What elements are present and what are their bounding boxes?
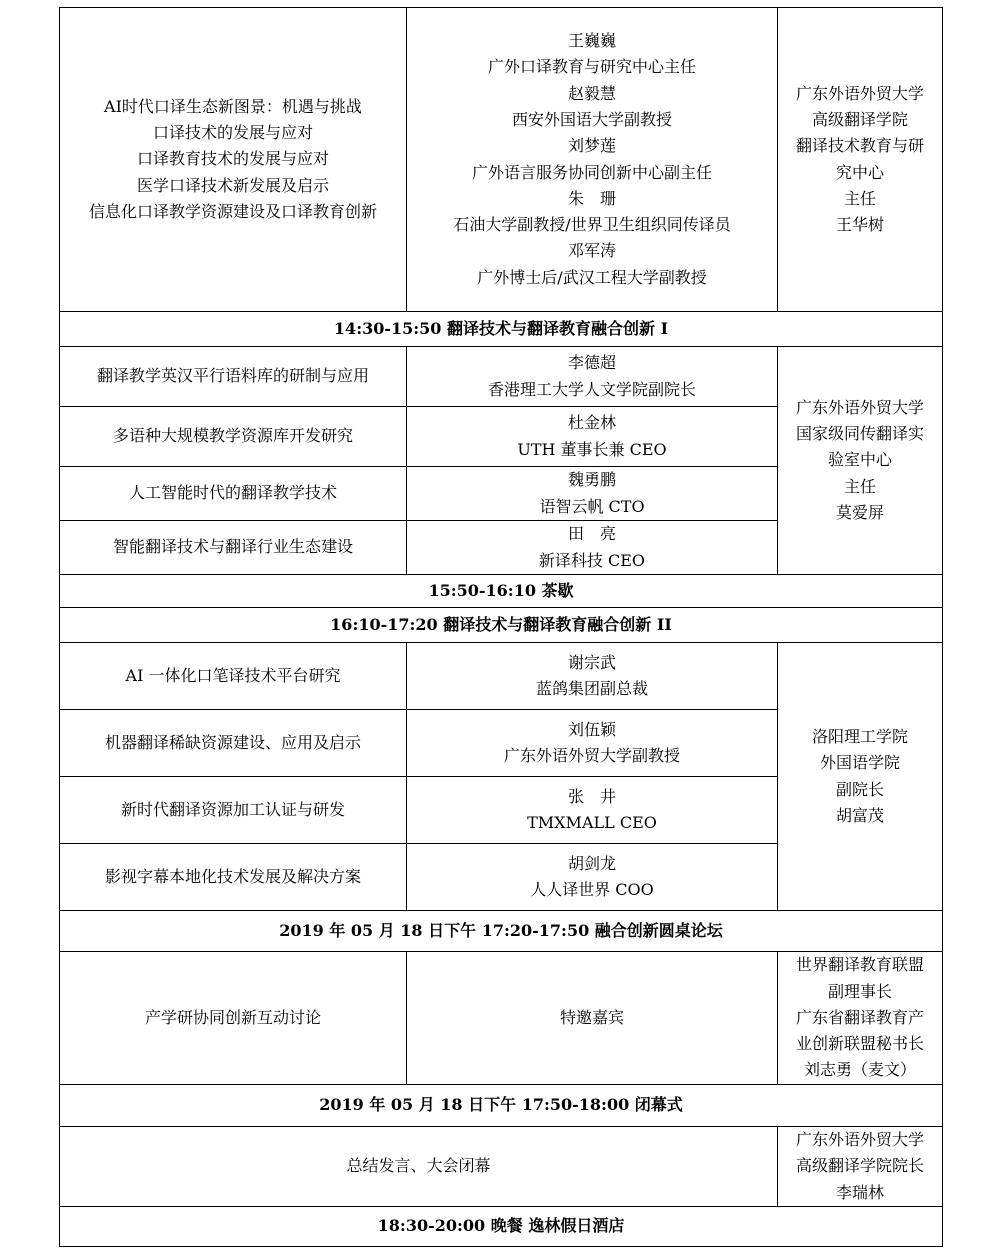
- speaker-line: 西安外国语大学副教授: [511, 109, 672, 129]
- chair-line: 广东外语外贸大学: [795, 397, 924, 417]
- topic-line: 医学口译技术新发展及启示: [136, 175, 329, 195]
- chair-line: 广东省翻译教育产: [795, 1007, 924, 1027]
- speaker-title: 人人译世界 COO: [530, 880, 654, 899]
- speaker-title: 香港理工大学人文学院副院长: [487, 379, 696, 399]
- chair-line: 高级翻译学院: [811, 109, 908, 129]
- chair-line: 刘志勇（麦文）: [803, 1060, 916, 1080]
- chair-cell: [778, 952, 943, 1085]
- chair-cell: [778, 1127, 943, 1207]
- topic-cell: AI 一体化口笔译技术平台研究: [60, 643, 407, 710]
- topic-cell: 机器翻译稀缺资源建设、应用及启示: [60, 710, 407, 777]
- topic-line: 信息化口译教学资源建设及口译教育创新: [88, 201, 377, 221]
- chair-line: 究中心: [835, 162, 884, 182]
- speaker-name: 田 亮: [567, 524, 616, 544]
- dinner-row: [60, 1207, 943, 1247]
- chair-line: 高级翻译学院院长: [795, 1156, 924, 1176]
- speaker-title: UTH 董事长兼 CEO: [517, 439, 667, 459]
- topic-cell: 人工智能时代的翻译教学技术: [60, 467, 407, 521]
- speaker-line: 广外博士后/武汉工程大学副教授: [477, 267, 707, 287]
- topic-line: AI时代口译生态新图景：机遇与挑战: [104, 96, 362, 116]
- speaker-cell: [407, 643, 778, 710]
- speaker-name: 胡剑龙: [567, 853, 616, 873]
- chair-line: 王华树: [835, 215, 884, 235]
- topic-cell: 总结发言、大会闭幕: [60, 1127, 778, 1207]
- speaker-cell: 特邀嘉宾: [407, 952, 778, 1085]
- chair-line: 业创新联盟秘书长: [795, 1034, 924, 1054]
- topic-line: 口译技术的发展与应对: [152, 123, 313, 143]
- chair-line: 洛阳理工学院: [811, 726, 908, 746]
- closing-title: 2019 年 05 月 18 日下午 17:50-18:00 闭幕式: [60, 1085, 943, 1127]
- speaker-cell: [407, 347, 778, 407]
- session-header-row: [60, 608, 943, 643]
- topic-line: 口译教育技术的发展与应对: [136, 149, 329, 169]
- chair-line: 广东外语外贸大学: [795, 1130, 924, 1150]
- speaker-cell: [407, 467, 778, 521]
- speaker-name: 魏勇鹏: [567, 470, 616, 490]
- dinner-title: 18:30-20:00 晚餐 逸林假日酒店: [60, 1207, 943, 1247]
- speaker-title: 蓝鸽集团副总裁: [535, 679, 648, 698]
- speaker-title: 新译科技 CEO: [538, 550, 646, 570]
- speaker-name: 张 井: [567, 786, 616, 806]
- chair-line: 广东外语外贸大学: [795, 83, 924, 103]
- topic-cell: 智能翻译技术与翻译行业生态建设: [60, 521, 407, 575]
- chair-cell: [778, 8, 943, 312]
- chair-line: 验室中心: [827, 450, 892, 470]
- roundtable-title: 2019 年 05 月 18 日下午 17:20-17:50 融合创新圆桌论坛: [60, 911, 943, 952]
- speaker-cell: [407, 777, 778, 844]
- table-row: [60, 952, 943, 1085]
- topic-cell: 多语种大规模教学资源库开发研究: [60, 407, 407, 467]
- speaker-title: 语智云帆 CTO: [539, 496, 645, 516]
- speaker-name: 谢宗武: [567, 652, 616, 672]
- speaker-name: 刘伍颖: [567, 719, 616, 739]
- tea-break-title: 15:50-16:10 茶歇: [60, 575, 943, 608]
- chair-line: 外国语学院: [819, 753, 900, 773]
- chair-line: 国家级同传翻译实: [795, 424, 924, 444]
- speaker-cell: [407, 8, 778, 312]
- chair-line: 副院长: [835, 779, 884, 799]
- chair-line: 主任: [843, 188, 876, 208]
- speaker-line: 刘梦莲: [567, 136, 616, 156]
- topic-cell: 翻译教学英汉平行语料库的研制与应用: [60, 347, 407, 407]
- chair-line: 主任: [843, 476, 876, 496]
- session-header-row: [60, 1085, 943, 1127]
- speaker-line: 广外口译教育与研究中心主任: [487, 57, 696, 77]
- session-1-title: 14:30-15:50 翻译技术与翻译教育融合创新 I: [60, 312, 943, 347]
- table-row: [60, 1127, 943, 1207]
- chair-line: 翻译技术教育与研: [795, 136, 924, 156]
- chair-line: 世界翻译教育联盟: [795, 955, 924, 975]
- speaker-line: 广外语言服务协同创新中心副主任: [471, 162, 712, 182]
- speaker-line: 邓军涛: [567, 241, 616, 261]
- speaker-line: 朱 珊: [567, 188, 616, 208]
- topic-cell: 产学研协同创新互动讨论: [60, 952, 407, 1085]
- topic-cell: 影视字幕本地化技术发展及解决方案: [60, 844, 407, 911]
- schedule-table: [59, 7, 943, 1247]
- chair-cell: [778, 347, 943, 575]
- speaker-name: 李德超: [567, 353, 616, 373]
- topic-cell: 新时代翻译资源加工认证与研发: [60, 777, 407, 844]
- chair-line: 胡富茂: [835, 805, 884, 825]
- tea-break-row: [60, 575, 943, 608]
- interpreting-session-row: [60, 8, 943, 312]
- speaker-name: 杜金林: [567, 413, 616, 433]
- speaker-line: 石油大学副教授/世界卫生组织同传译员: [453, 215, 731, 235]
- speaker-line: 王巍巍: [567, 31, 616, 51]
- speaker-cell: [407, 521, 778, 575]
- speaker-cell: [407, 407, 778, 467]
- table-row: [60, 347, 943, 407]
- speaker-cell: [407, 710, 778, 777]
- session-header-row: [60, 911, 943, 952]
- chair-line: 李瑞林: [835, 1182, 884, 1202]
- session-2-title: 16:10-17:20 翻译技术与翻译教育融合创新 II: [60, 608, 943, 643]
- chair-line: 副理事长: [827, 981, 892, 1001]
- speaker-title: 广东外语外贸大学副教授: [503, 746, 680, 765]
- speaker-line: 赵毅慧: [567, 83, 616, 103]
- speaker-title: TMXMALL CEO: [527, 813, 657, 832]
- session-header-row: [60, 312, 943, 347]
- topic-cell: [60, 8, 407, 312]
- chair-cell: [778, 643, 943, 911]
- chair-line: 莫爱屏: [835, 502, 884, 522]
- table-row: [60, 643, 943, 710]
- speaker-cell: [407, 844, 778, 911]
